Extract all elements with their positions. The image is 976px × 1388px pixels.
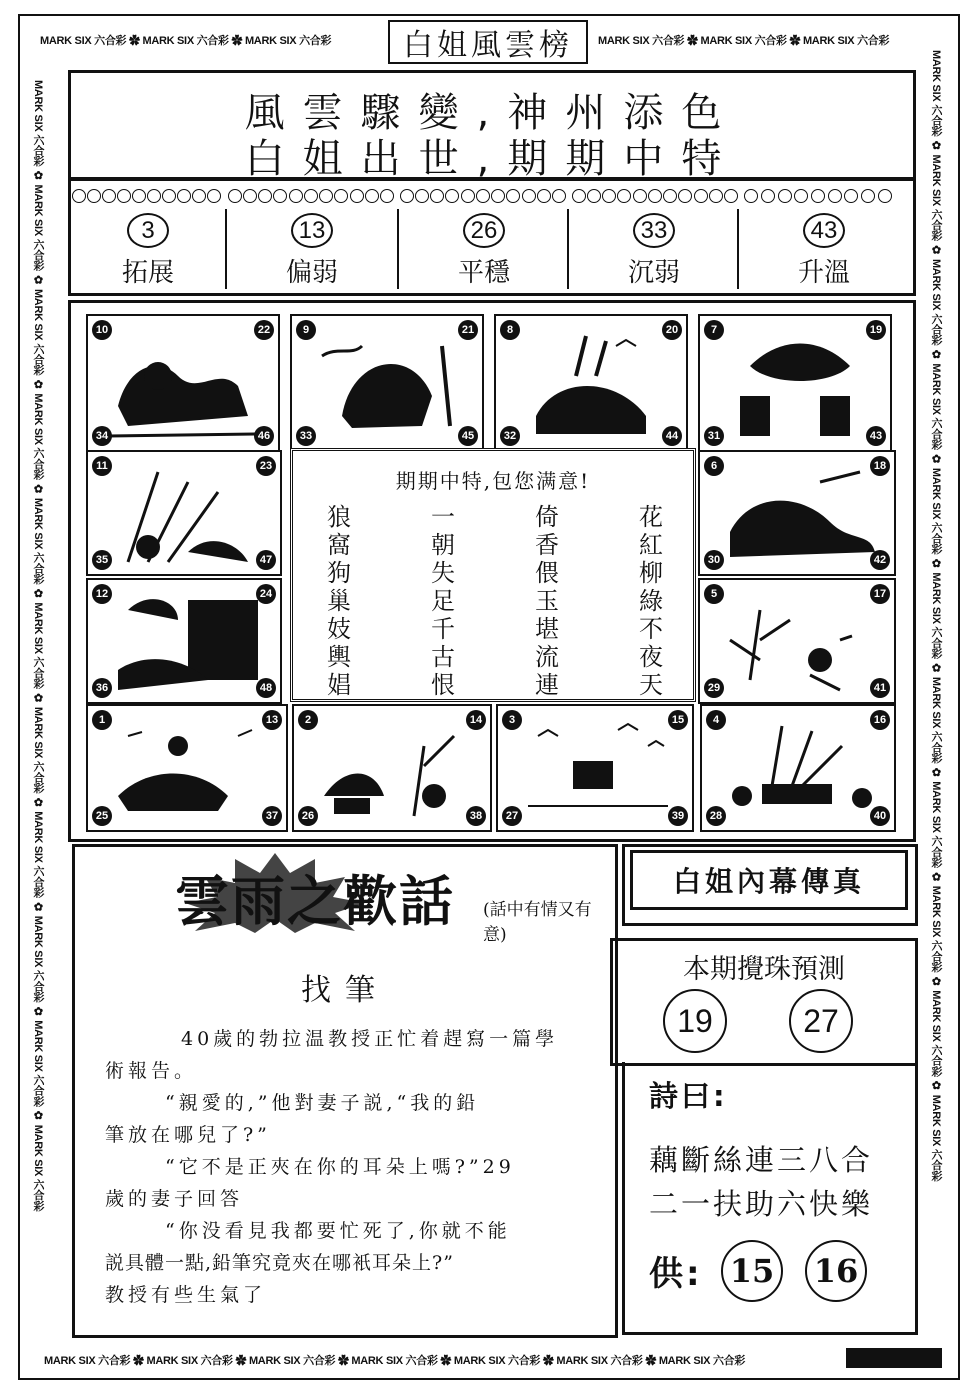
page-title: 白姐風雲榜 (388, 20, 588, 64)
poem-row: 窩 朝 香 紅 (327, 531, 663, 559)
number-badge: 37 (262, 806, 282, 826)
number-badge: 25 (92, 806, 112, 826)
pick-column (71, 209, 225, 289)
ink-illustration (88, 452, 280, 574)
number-badge: 19 (866, 320, 886, 340)
picture-card (86, 314, 280, 452)
prediction-box (610, 938, 918, 1066)
number-badge: 28 (706, 806, 726, 826)
story-line: 教授有些生氣了 (105, 1284, 267, 1306)
band-label-left: MARK SIX 六合彩 ✿ MARK SIX 六合彩 ✿ MARK SIX 六合彩 ✿ MARK SIX 六合彩 ✿ MARK SIX 六合彩 ✿ MARK SIX 六合彩 ✿ MARK SIX 六合彩 ✿ MARK SIX 六合彩 ✿ MARK SIX 六合彩 ✿ MARK SIX 六合彩 ✿ MARK SIX 六合彩 (32, 80, 44, 1211)
number-badge: 16 (870, 710, 890, 730)
offer-label: 供: (649, 1254, 703, 1294)
picture-card (86, 450, 282, 576)
pick-label: 平穩 (457, 258, 510, 288)
ink-illustration (702, 706, 894, 830)
story-box (72, 844, 618, 1338)
number-badge: 17 (870, 584, 890, 604)
ring-binding (227, 185, 395, 207)
number-badge: 15 (668, 710, 688, 730)
poem-row: 娼 恨 連 天 (327, 671, 663, 699)
number-badge: 18 (870, 456, 890, 476)
poem-row: 狼 一 倚 花 (327, 503, 663, 531)
picture-card (698, 578, 896, 704)
number-badge: 9 (296, 320, 316, 340)
story-heading: 找筆 (301, 973, 389, 1008)
number-badge: 20 (662, 320, 682, 340)
pick-column (397, 209, 569, 289)
number-badge: 35 (92, 550, 112, 570)
story-line: 筆放在哪兒了?” (105, 1124, 271, 1146)
slogan-line-1: 風雲驟變,神州添色 (244, 90, 740, 136)
story-line: “親愛的,”他對妻子説,“我的鉛 (165, 1092, 480, 1114)
number-badge: 31 (704, 426, 724, 446)
story-line: 40歲的勃拉温教授正忙着趕寫一篇學 (181, 1028, 559, 1050)
pick-number: 26 (463, 213, 505, 248)
poem-heading: 期期中特,包您满意! (395, 469, 591, 493)
number-badge: 6 (704, 456, 724, 476)
number-badge: 40 (870, 806, 890, 826)
number-badge: 43 (866, 426, 886, 446)
number-badge: 33 (296, 426, 316, 446)
number-badge: 24 (256, 584, 276, 604)
number-badge: 7 (704, 320, 724, 340)
poem-box (290, 448, 696, 702)
number-badge: 3 (502, 710, 522, 730)
picture-card (698, 314, 892, 452)
number-badge: 11 (92, 456, 112, 476)
number-badge: 5 (704, 584, 724, 604)
number-badge: 21 (458, 320, 478, 340)
number-badge: 29 (704, 678, 724, 698)
story-title: 雲雨之歡話 (175, 869, 455, 933)
pick-label: 升溫 (797, 258, 850, 288)
ring-binding (399, 185, 567, 207)
number-badge: 41 (870, 678, 890, 698)
number-badge: 26 (298, 806, 318, 826)
number-badge: 32 (500, 426, 520, 446)
picture-card (494, 314, 688, 452)
ink-illustration (88, 706, 286, 830)
pick-number: 43 (803, 213, 845, 248)
ink-illustration (496, 316, 686, 450)
story-line: “你没看見我都要忙死了,你就不能 (165, 1220, 511, 1242)
pick-column (567, 209, 739, 289)
slogan-line-2: 白姐出世,期期中特 (244, 136, 740, 182)
bottom-black-bar (846, 1348, 942, 1368)
number-badge: 22 (254, 320, 274, 340)
ink-illustration (700, 452, 894, 574)
number-badge: 48 (256, 678, 276, 698)
ink-illustration (294, 706, 490, 830)
number-badge: 23 (256, 456, 276, 476)
ring-binding (71, 185, 221, 207)
poem-row: 妓 千 堪 不 (327, 615, 663, 643)
pick-label: 拓展 (121, 258, 174, 288)
ink-illustration (292, 316, 482, 450)
picture-card (292, 704, 492, 832)
ink-illustration (88, 580, 280, 702)
number-badge: 34 (92, 426, 112, 446)
poem-row: 狗 失 偎 柳 (327, 559, 663, 587)
pick-number: 33 (633, 213, 675, 248)
prediction-number: 19 (663, 989, 727, 1053)
story-line: “它不是正夾在你的耳朵上嗎?”29 (165, 1156, 515, 1178)
number-badge: 1 (92, 710, 112, 730)
pick-number: 13 (291, 213, 333, 248)
picture-card (86, 704, 288, 832)
ink-illustration (700, 580, 894, 702)
number-badge: 47 (256, 550, 276, 570)
pick-column (225, 209, 397, 289)
picture-card (698, 450, 896, 576)
story-line: 歲的妻子回答 (105, 1188, 244, 1210)
prediction-title: 本期攪珠預測 (683, 954, 845, 985)
ring-binding (571, 185, 739, 207)
inside-news-banner: 白姐內幕傳真 (630, 850, 908, 910)
pick-label: 沉弱 (627, 258, 680, 288)
number-badge: 8 (500, 320, 520, 340)
verse-line-1: 藕斷絲連三八合 (649, 1143, 874, 1177)
story-subtitle: (話中有情又有意) (483, 900, 592, 945)
verse-box (622, 1062, 918, 1335)
poem-row: 輿 古 流 夜 (327, 643, 663, 671)
number-badge: 14 (466, 710, 486, 730)
verse-label: 詩曰: (649, 1079, 728, 1113)
number-badge: 42 (870, 550, 890, 570)
picture-card (86, 578, 282, 704)
picks-bar (68, 178, 916, 296)
picture-card (496, 704, 694, 832)
number-badge: 44 (662, 426, 682, 446)
number-badge: 27 (502, 806, 522, 826)
ink-illustration (498, 706, 692, 830)
story-line: 説具體一點,鉛筆究竟夾在哪衹耳朵上?” (105, 1252, 454, 1274)
number-badge: 36 (92, 678, 112, 698)
number-badge: 39 (668, 806, 688, 826)
number-badge: 46 (254, 426, 274, 446)
offer-number: 16 (805, 1240, 867, 1302)
number-badge: 4 (706, 710, 726, 730)
poem-row: 巢 足 玉 綠 (327, 587, 663, 615)
number-badge: 2 (298, 710, 318, 730)
band-label-right: MARK SIX 六合彩 ✿ MARK SIX 六合彩 ✿ MARK SIX 六合彩 ✿ MARK SIX 六合彩 ✿ MARK SIX 六合彩 ✿ MARK SIX 六合彩 ✿ MARK SIX 六合彩 ✿ MARK SIX 六合彩 ✿ MARK SIX 六合彩 ✿ MARK SIX 六合彩 ✿ MARK SIX 六合彩 (930, 50, 942, 1181)
picture-card (290, 314, 484, 452)
number-badge: 45 (458, 426, 478, 446)
ink-illustration (88, 316, 278, 450)
ring-binding (743, 185, 893, 207)
number-badge: 38 (466, 806, 486, 826)
band-label-top-right: MARK SIX 六合彩 ✿ MARK SIX 六合彩 ✿ MARK SIX 六合彩 (598, 35, 890, 47)
ink-illustration (700, 316, 890, 450)
picture-card (700, 704, 896, 832)
number-badge: 12 (92, 584, 112, 604)
number-badge: 13 (262, 710, 282, 730)
slogan-box (68, 70, 916, 180)
story-line: 術報告。 (105, 1060, 198, 1082)
band-label-bottom: MARK SIX 六合彩 ✿ MARK SIX 六合彩 ✿ MARK SIX 六合彩 ✿ MARK SIX 六合彩 ✿ MARK SIX 六合彩 ✿ MARK SIX 六合彩 ✿ MARK SIX 六合彩 (44, 1355, 746, 1367)
pick-number: 3 (127, 213, 169, 248)
pick-label: 偏弱 (285, 258, 338, 288)
number-badge: 30 (704, 550, 724, 570)
prediction-number: 27 (789, 989, 853, 1053)
number-badge: 10 (92, 320, 112, 340)
verse-line-2: 二一扶助六快樂 (649, 1187, 874, 1221)
offer-number: 15 (721, 1240, 783, 1302)
band-label-top: MARK SIX 六合彩 ✿ MARK SIX 六合彩 ✿ MARK SIX 六合彩 (40, 35, 332, 47)
pick-column (737, 209, 909, 289)
